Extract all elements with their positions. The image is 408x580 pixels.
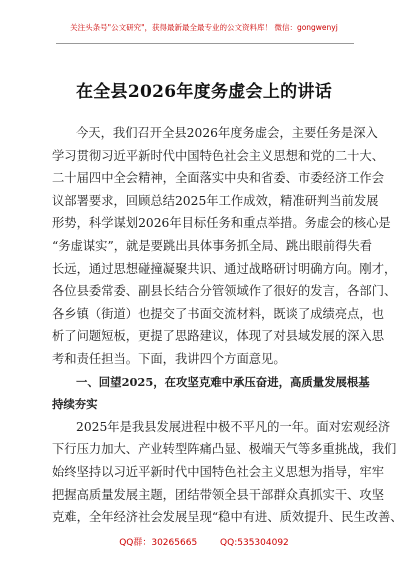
section-heading: 一、回望2025，在攻坚克难中承压奋进，高质量发展根基 <box>76 374 370 389</box>
document-body <box>52 122 403 529</box>
document-title: 在全县2026年度务虚会上的讲话 <box>75 82 333 102</box>
paragraph-line: 二十届四中全会精神，全面落实中央和省委、市委经济工作会 <box>52 171 385 186</box>
header-banner: 关注头条号"公文研究"，获得最新最全最专业的公文资料库！ 微信：gongwenyj <box>70 23 338 32</box>
section-heading-continued: 持续夯实 <box>52 397 98 412</box>
paragraph-line: 始终坚持以习近平新时代中国特色社会主义思想为指导，牢牢 <box>52 464 385 479</box>
paragraph-line: 考和责任担当。下面，我讲四个方面意见。 <box>52 351 286 366</box>
header-divider <box>56 43 354 44</box>
paragraph-line: “务虚谋实”，就是要跳出具体事务抓全局、跳出眼前得失看 <box>52 238 372 253</box>
paragraph-line: 析了问题短板，更提了思路建议，体现了对县域发展的深入思 <box>52 329 385 344</box>
paragraph-line: 学习贯彻习近平新时代中国特色社会主义思想和党的二十大、 <box>52 148 385 163</box>
footer-qq-group: QQ群：30265665 <box>119 538 198 548</box>
paragraph-line: 克难，全年经济社会发展呈现“稳中有进、质效提升、民生改善、 <box>52 510 403 525</box>
paragraph-line: 今天，我们召开全县2026年度务虚会，主要任务是深入 <box>76 126 378 140</box>
paragraph-line: 议部署要求，回顾总结2025年工作成效，精准研判当前发展 <box>52 193 379 208</box>
paragraph-line: 2025年是我县发展进程中极不平凡的一年。面对宏观经济 <box>76 419 391 434</box>
paragraph-line: 形势，科学谋划2026年目标任务和重点举措。务虚会的核心是 <box>52 216 391 231</box>
paragraph-line: 各乡镇（街道）也提交了书面交流材料，既谈了成绩亮点，也 <box>52 306 385 321</box>
footer-contact <box>0 535 408 548</box>
paragraph-line: 各位县委常委、副县长结合分管领域作了很好的发言，各部门、 <box>52 284 397 299</box>
paragraph-line: 长远，通过思想碰撞凝聚共识、通过战略研讨明确方向。刚才， <box>52 261 397 276</box>
paragraph-line: 把握高质量发展主题，团结带领全县干部群众真抓实干、攻坚 <box>52 487 385 502</box>
paragraph-line: 下行压力加大、产业转型阵痛凸显、极端天气等多重挑战，我们 <box>52 442 397 457</box>
footer-qq: QQ:535304092 <box>220 538 289 548</box>
